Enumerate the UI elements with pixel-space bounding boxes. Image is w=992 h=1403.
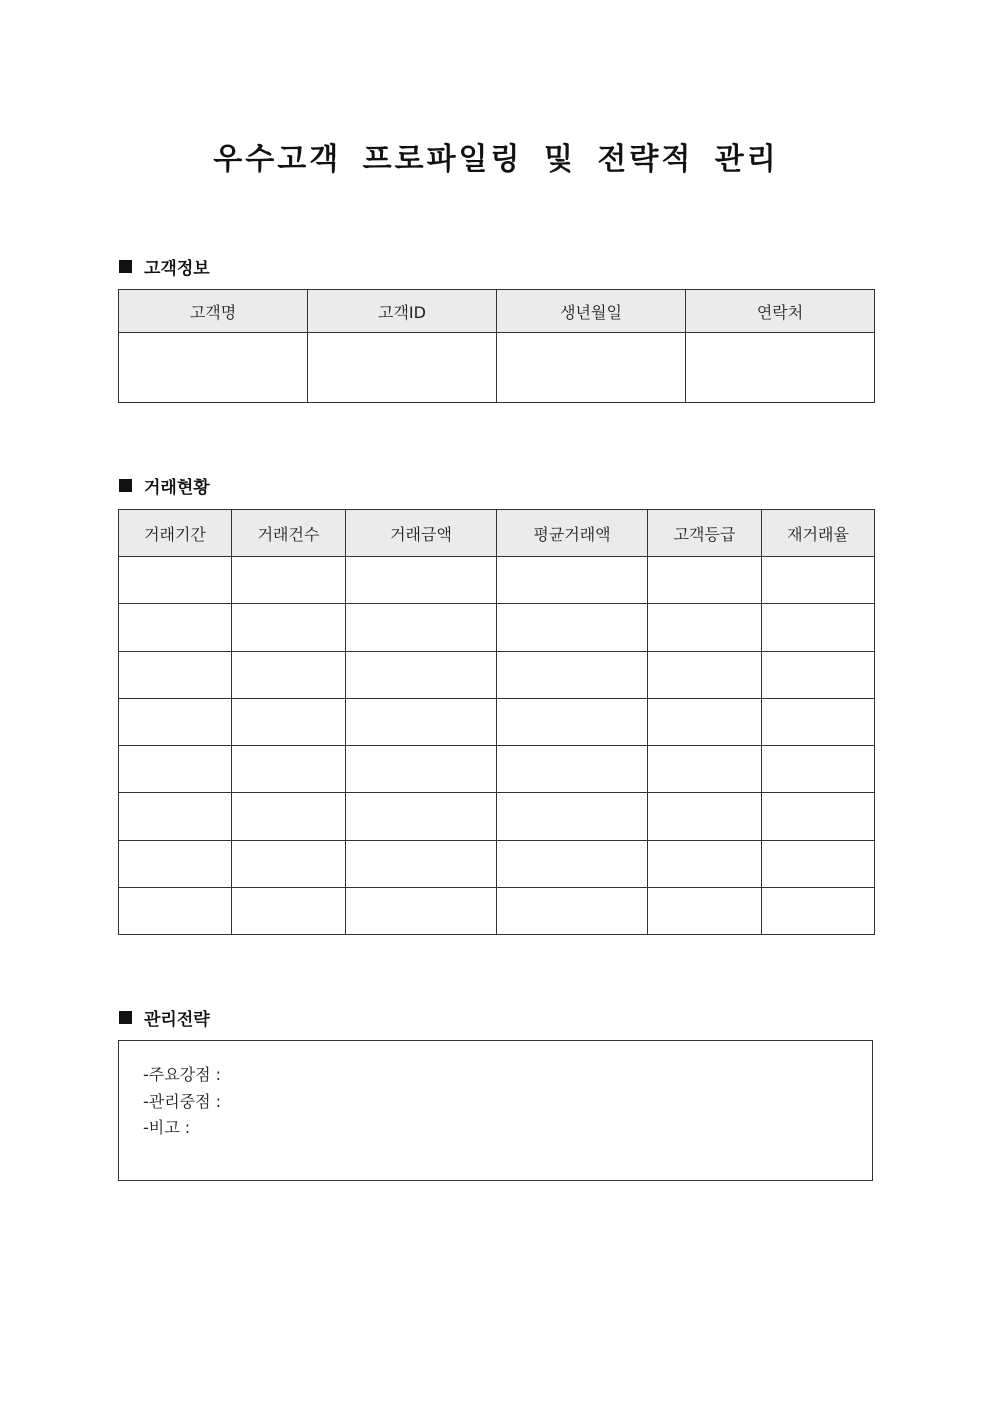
period-cell[interactable] [119,604,232,651]
customer-info-table [118,289,875,403]
count-cell[interactable] [232,557,346,604]
column-header-period: 거래기간 [119,510,232,557]
repurchase-rate-cell[interactable] [762,840,875,887]
period-cell[interactable] [119,840,232,887]
average-amount-cell[interactable] [497,651,648,698]
transactions-table [118,509,875,935]
black-square-icon [119,1011,132,1024]
count-cell[interactable] [232,604,346,651]
note-line-management-focus: -관리중점 : [143,1091,222,1111]
repurchase-rate-cell[interactable] [762,793,875,840]
period-cell[interactable] [119,888,232,935]
section-heading-strategy [119,1005,210,1030]
section-heading-label: 관리전략 [144,1010,210,1030]
column-header-birth-date: 생년월일 [497,290,686,333]
table-header-row [119,290,875,333]
amount-cell[interactable] [346,793,497,840]
column-header-contact: 연락처 [686,290,875,333]
column-header-grade: 고객등급 [648,510,762,557]
average-amount-cell[interactable] [497,888,648,935]
page-title: 우수고객 프로파일링 및 전략적 관리 [213,142,779,177]
grade-cell[interactable] [648,557,762,604]
note-line-remarks: -비고 : [143,1118,191,1137]
repurchase-rate-cell[interactable] [762,746,875,793]
average-amount-cell[interactable] [497,604,648,651]
section-heading-transactions [119,473,210,498]
amount-cell[interactable] [346,698,497,745]
average-amount-cell[interactable] [497,557,648,604]
column-header-amount: 거래금액 [346,510,497,557]
table-row [119,651,875,698]
table-row [119,333,875,403]
amount-cell[interactable] [346,840,497,887]
column-header-repurchase-rate: 재거래율 [762,510,875,557]
grade-cell[interactable] [648,888,762,935]
birth-date-cell[interactable] [497,333,686,403]
table-row [119,793,875,840]
amount-cell[interactable] [346,746,497,793]
grade-cell[interactable] [648,793,762,840]
period-cell[interactable] [119,651,232,698]
grade-cell[interactable] [648,840,762,887]
count-cell[interactable] [232,888,346,935]
repurchase-rate-cell[interactable] [762,604,875,651]
grade-cell[interactable] [648,698,762,745]
count-cell[interactable] [232,651,346,698]
table-row [119,746,875,793]
table-row [119,698,875,745]
period-cell[interactable] [119,746,232,793]
average-amount-cell[interactable] [497,793,648,840]
customer-name-cell[interactable] [119,333,308,403]
customer-id-cell[interactable] [308,333,497,403]
section-heading-label: 거래현황 [144,478,210,498]
period-cell[interactable] [119,698,232,745]
count-cell[interactable] [232,840,346,887]
table-row [119,557,875,604]
repurchase-rate-cell[interactable] [762,557,875,604]
average-amount-cell[interactable] [497,698,648,745]
grade-cell[interactable] [648,746,762,793]
column-header-customer-id: 고객ID [308,290,497,333]
average-amount-cell[interactable] [497,746,648,793]
table-row [119,840,875,887]
amount-cell[interactable] [346,604,497,651]
count-cell[interactable] [232,746,346,793]
note-line-key-strengths: -주요강점 : [143,1065,222,1084]
repurchase-rate-cell[interactable] [762,651,875,698]
strategy-notes-box[interactable] [118,1040,873,1181]
count-cell[interactable] [232,698,346,745]
black-square-icon [119,260,132,273]
table-row [119,888,875,935]
section-heading-label: 고객정보 [144,259,210,279]
period-cell[interactable] [119,557,232,604]
contact-cell[interactable] [686,333,875,403]
table-row [119,604,875,651]
column-header-average-amount: 평균거래액 [497,510,648,557]
table-header-row [119,510,875,557]
column-header-customer-name: 고객명 [119,290,308,333]
repurchase-rate-cell[interactable] [762,888,875,935]
repurchase-rate-cell[interactable] [762,698,875,745]
amount-cell[interactable] [346,888,497,935]
section-heading-customer-info [119,254,210,279]
grade-cell[interactable] [648,604,762,651]
column-header-count: 거래건수 [232,510,346,557]
amount-cell[interactable] [346,557,497,604]
count-cell[interactable] [232,793,346,840]
period-cell[interactable] [119,793,232,840]
black-square-icon [119,479,132,492]
average-amount-cell[interactable] [497,840,648,887]
amount-cell[interactable] [346,651,497,698]
grade-cell[interactable] [648,651,762,698]
